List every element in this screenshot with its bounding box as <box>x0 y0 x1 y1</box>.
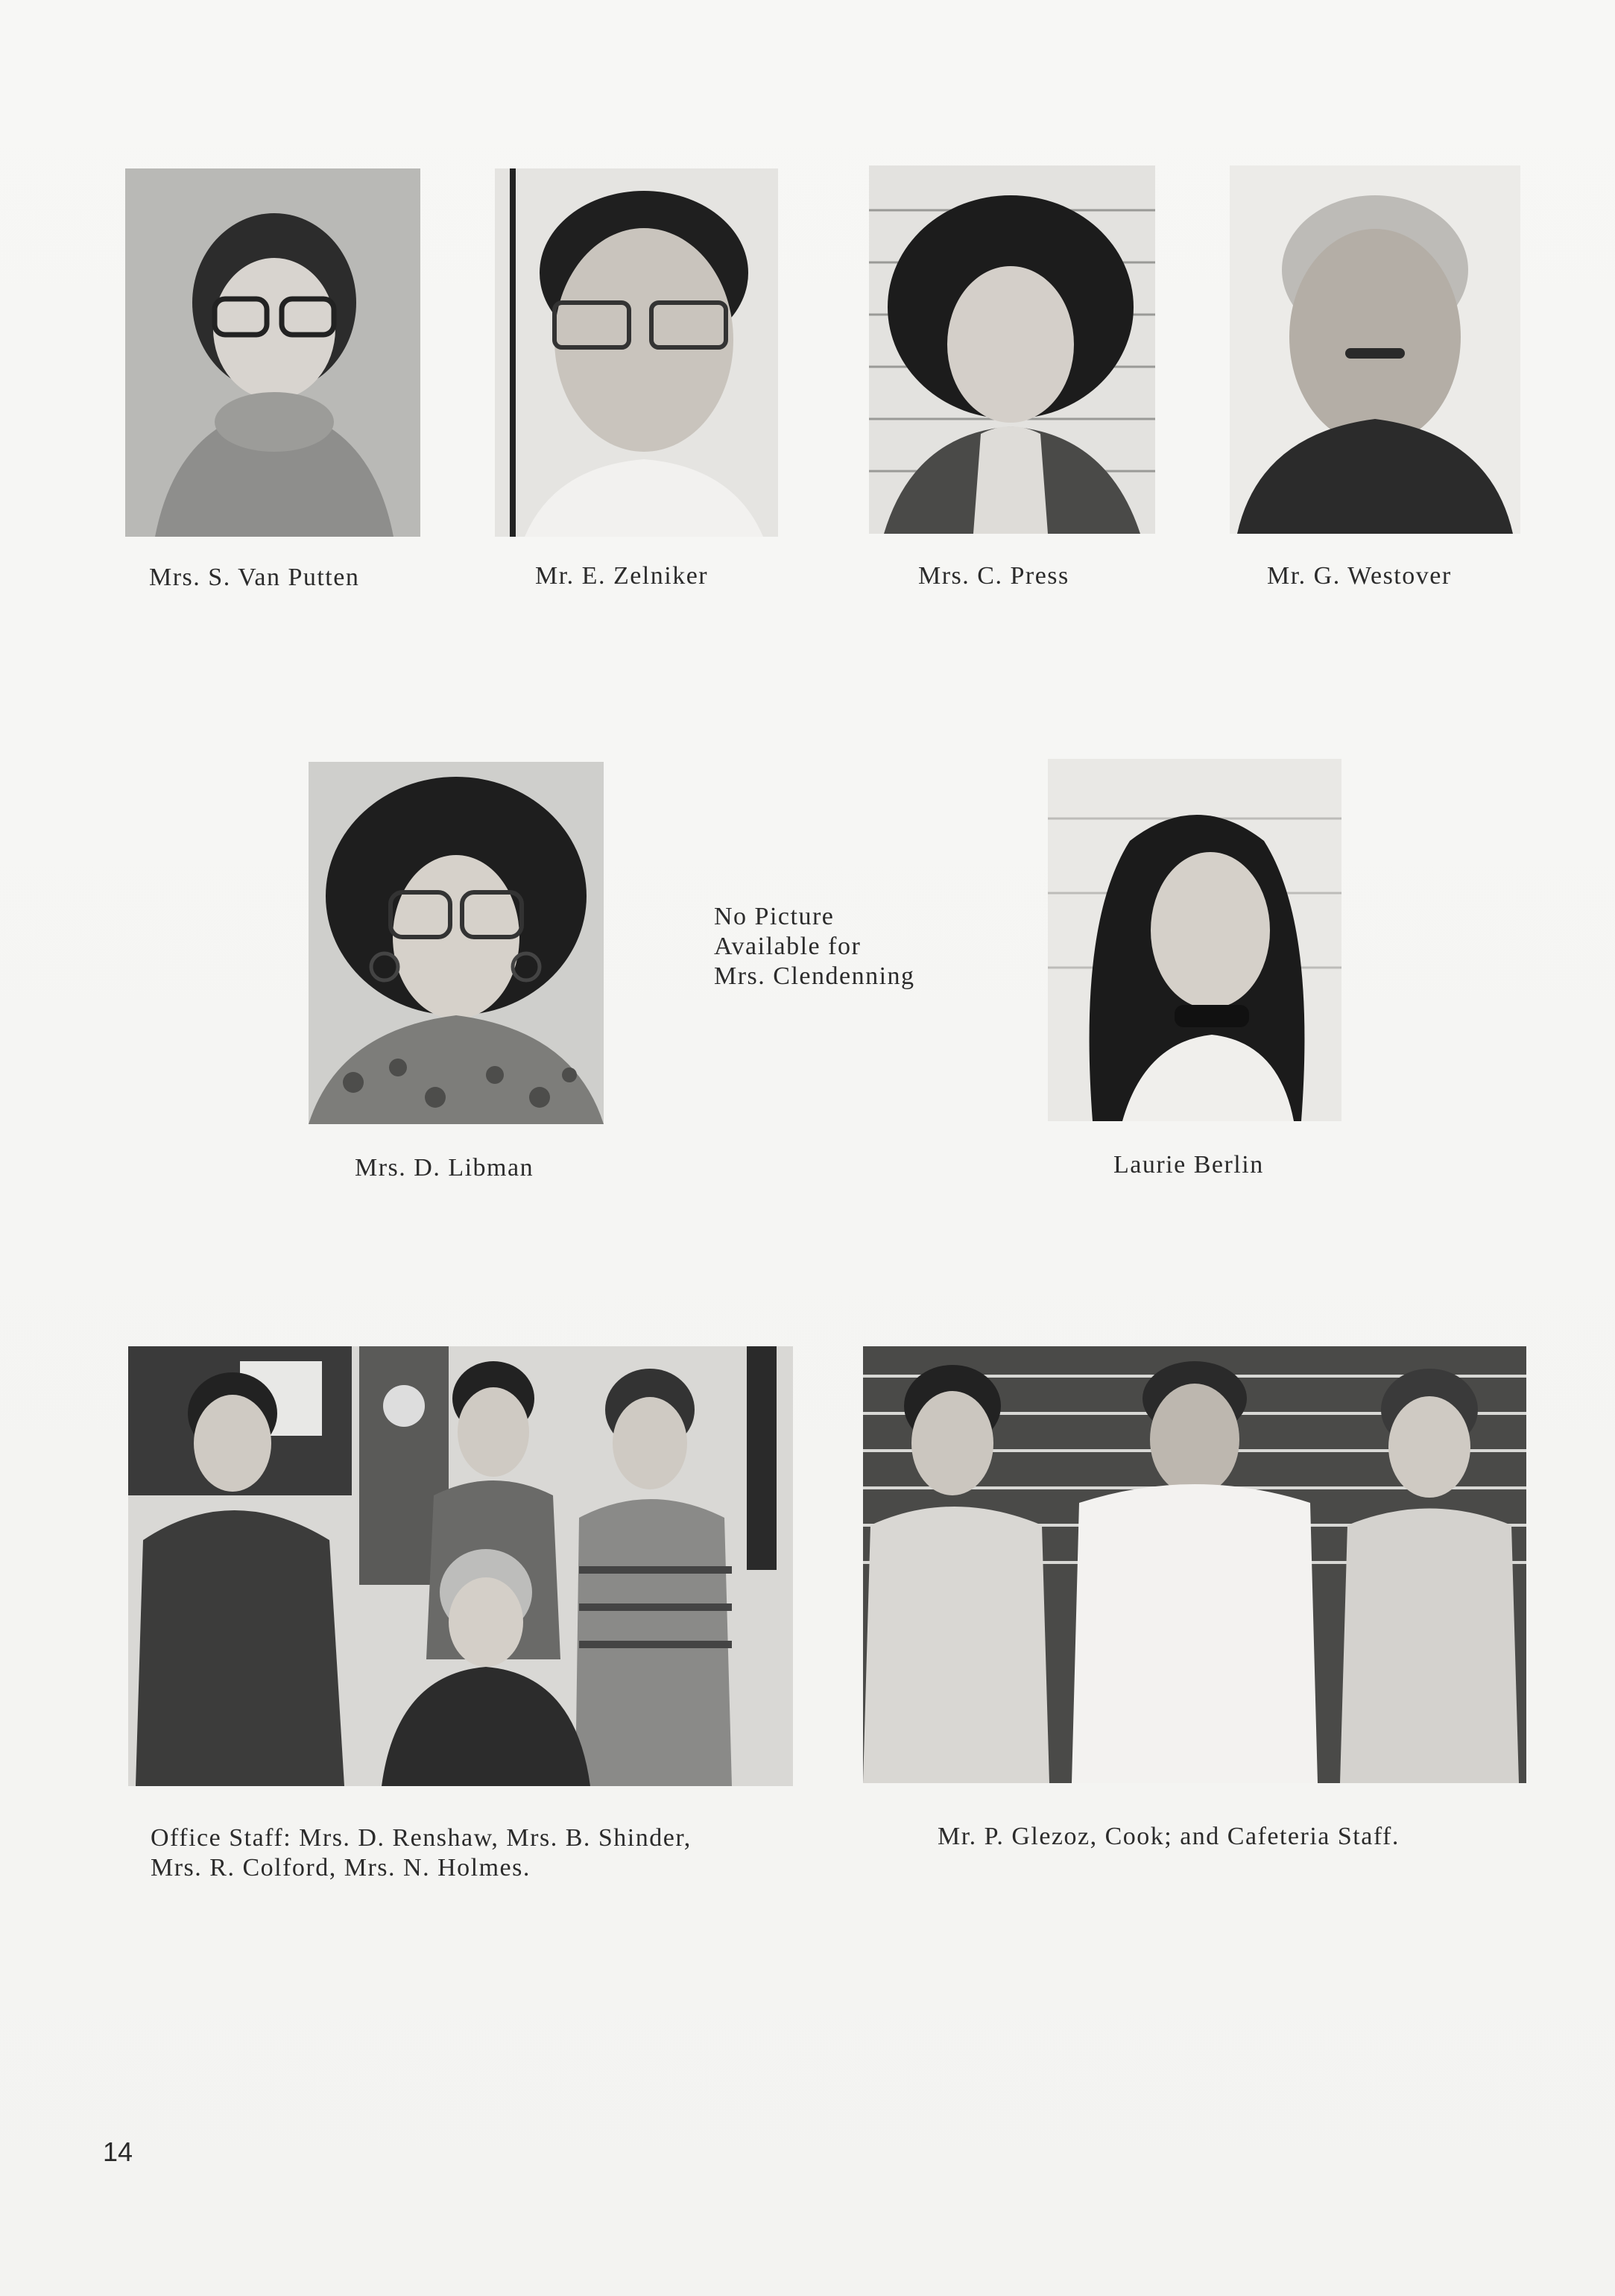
caption-office-staff-line: Mrs. R. Colford, Mrs. N. Holmes. <box>151 1854 531 1882</box>
no-picture-line: Mrs. Clendenning <box>714 962 915 990</box>
caption-office-staff <box>151 1823 692 1883</box>
caption-zelniker: Mr. E. Zelniker <box>535 562 709 590</box>
no-picture-line: Available for <box>714 933 862 960</box>
portrait-photo-libman <box>309 762 604 1124</box>
caption-libman: Mrs. D. Libman <box>355 1154 534 1182</box>
caption-westover: Mr. G. Westover <box>1267 562 1452 590</box>
caption-cafeteria-staff-line: Mr. P. Glezoz, Cook; and Cafeteria Staff. <box>938 1823 1400 1850</box>
page-number: 14 <box>103 2136 133 2167</box>
caption-cafeteria-staff <box>938 1822 1400 1852</box>
caption-press: Mrs. C. Press <box>918 562 1069 590</box>
no-picture-line: No Picture <box>714 903 835 930</box>
portrait-photo-zelniker <box>495 168 778 537</box>
caption-office-staff-line: Office Staff: Mrs. D. Renshaw, Mrs. B. Shinder, <box>151 1824 692 1852</box>
group-photo-office-staff <box>128 1346 793 1786</box>
no-picture-note <box>714 902 915 991</box>
group-photo-cafeteria-staff <box>863 1346 1526 1783</box>
caption-van-putten: Mrs. S. Van Putten <box>149 564 360 591</box>
portrait-photo-westover <box>1230 165 1520 534</box>
caption-berlin: Laurie Berlin <box>1113 1151 1264 1179</box>
portrait-photo-van-putten <box>125 168 420 537</box>
portrait-photo-press <box>869 165 1155 534</box>
portrait-photo-berlin <box>1048 759 1341 1121</box>
